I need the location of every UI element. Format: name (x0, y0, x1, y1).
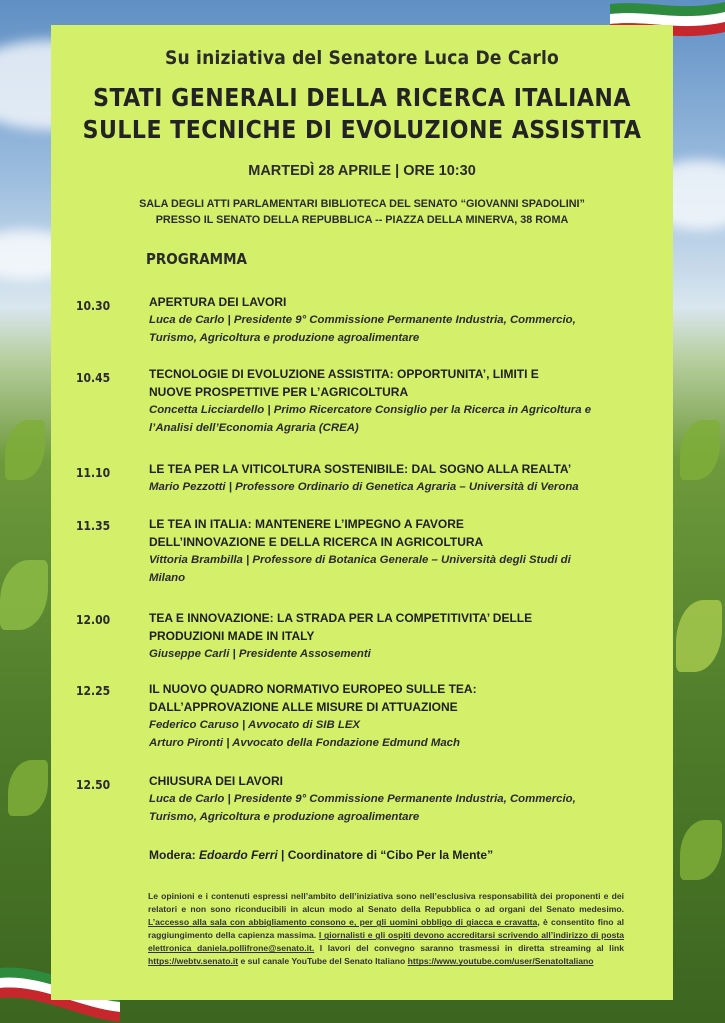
programme-item-body (149, 680, 619, 752)
programme-item-title: TECNOLOGIE DI EVOLUZIONE ASSISTITA: OPPORTUNITA’, LIMITI E (149, 367, 539, 381)
programme-item-title: TEA E INNOVAZIONE: LA STRADA PER LA COMPETITIVITA’ DELLE (149, 611, 533, 625)
disclaimer-text: e sul canale YouTube del Senato Italiano (238, 956, 408, 967)
programme-item-speaker: Milano (149, 572, 186, 584)
title-line-2: SULLE TECNICHE DI EVOLUZIONE ASSISTITA (82, 115, 642, 144)
disclaimer-text: , è consentito fino al raggiungimento della capienza massima. (148, 917, 624, 941)
programme-time: 12.00 (76, 613, 111, 627)
programma-heading: PROGRAMMA (146, 250, 247, 268)
programme-item-body (149, 460, 619, 496)
programme-item-title: DALL’APPROVAZIONE ALLE MISURE DI ATTUAZIONE (149, 700, 458, 714)
programme-time: 11.35 (76, 519, 111, 533)
programme-item-body (149, 293, 619, 347)
programme-time: 10.30 (76, 299, 111, 313)
programme-item-speaker: Federico Caruso | Avvocato di SIB LEX (149, 719, 361, 731)
disclaimer-text: Le opinioni e i contenuti espressi nell’ambito dell’iniziativa sono nell’esclusiva responsabilità dei proponenti e dei relatori e non sono riconducibili in alcun modo al Senato della Repubblica o ad organi del Senato medesimo. (148, 891, 624, 915)
programme-item-title: LE TEA IN ITALIA: MANTENERE L’IMPEGNO A FAVORE (149, 517, 464, 531)
initiative-line: Su iniziativa del Senatore Luca De Carlo (165, 47, 559, 69)
venue-line-1: SALA DEGLI ATTI PARLAMENTARI BIBLIOTECA DEL SENATO “GIOVANNI SPADOLINI” (139, 198, 585, 210)
webtv-link[interactable]: https://webtv.senato.it (148, 956, 239, 967)
programme-time: 12.50 (76, 778, 111, 792)
programme-item-title: NUOVE PROSPETTIVE PER L’AGRICOLTURA (149, 385, 409, 399)
title-line-1: STATI GENERALI DELLA RICERCA ITALIANA (93, 83, 631, 112)
programme-item-speaker: Arturo Pironti | Avvocato della Fondazione Edmund Mach (149, 737, 460, 749)
programme-item-body (149, 515, 619, 587)
programme-item-title: LE TEA PER LA VITICOLTURA SOSTENIBILE: DAL SOGNO ALLA REALTA’ (149, 462, 572, 476)
programme-item-speaker: Luca de Carlo | Presidente 9° Commissione Permanente Industria, Commercio, (149, 793, 576, 805)
programme-item-title: DELL’INNOVAZIONE E DELLA RICERCA IN AGRICOLTURA (149, 535, 484, 549)
programme-time: 11.10 (76, 466, 111, 480)
moderator-label: Modera: (149, 848, 196, 862)
programme-item-title: CHIUSURA DEI LAVORI (149, 774, 284, 788)
programme-time: 10.45 (76, 371, 111, 385)
leaf (8, 760, 48, 816)
programme-item-title: PRODUZIONI MADE IN ITALY (149, 629, 315, 643)
programme-item-body (149, 772, 619, 826)
leaf (0, 560, 48, 630)
event-poster-panel (51, 25, 673, 1000)
disclaimer-text: I lavori del convegno saranno trasmessi in diretta streaming al link (314, 943, 624, 954)
programme-item-speaker: l’Analisi dell’Economia Agraria (CREA) (149, 422, 359, 434)
event-date: MARTEDÌ 28 APRILE | ORE 10:30 (248, 163, 476, 179)
youtube-link[interactable]: https://www.youtube.com/user/SenatoItaliano (407, 956, 594, 967)
moderator-line (149, 848, 493, 862)
programme-item-speaker: Concetta Licciardello | Primo Ricercatore Consiglio per la Ricerca in Agricoltura e (149, 404, 592, 416)
programme-item-speaker: Turismo, Agricoltura e produzione agroalimentare (149, 811, 420, 823)
programme-item-speaker: Giuseppe Carli | Presidente Assosementi (149, 648, 371, 660)
disclaimer (148, 890, 624, 969)
programme-item-speaker: Turismo, Agricoltura e produzione agroalimentare (149, 332, 420, 344)
programme-item-title: APERTURA DEI LAVORI (149, 295, 287, 309)
leaf (5, 420, 45, 480)
programme-item-body (149, 609, 619, 663)
programme-item-title: IL NUOVO QUADRO NORMATIVO EUROPEO SULLE TEA: (149, 682, 477, 696)
programme-item-speaker: Mario Pezzotti | Professore Ordinario di Genetica Agraria – Università di Verona (149, 481, 579, 493)
leaf (680, 420, 720, 480)
leaf (676, 600, 722, 672)
programme-item-body (149, 365, 619, 437)
leaf (680, 820, 722, 880)
dress-code-notice: L’accesso alla sala con abbigliamento consono e, per gli uomini obbligo di giacca e cravatta (148, 917, 538, 928)
programme-time: 12.25 (76, 684, 111, 698)
programme-item-speaker: Luca de Carlo | Presidente 9° Commissione Permanente Industria, Commercio, (149, 314, 576, 326)
venue-line-2: PRESSO IL SENATO DELLA REPUBBLICA -- PIAZZA DELLA MINERVA, 38 ROMA (155, 214, 569, 226)
programme-item-speaker: Vittoria Brambilla | Professore di Botanica Generale – Università degli Studi di (149, 554, 571, 566)
accreditation-notice[interactable]: I giornalisti e gli ospiti devono accreditarsi scrivendo all’indirizzo di posta elettronica daniela.pollifrone@senato.it. (148, 930, 624, 954)
moderator-name: Edoardo Ferri (199, 848, 278, 862)
moderator-role: | Coordinatore di “Cibo Per la Mente” (281, 848, 494, 862)
